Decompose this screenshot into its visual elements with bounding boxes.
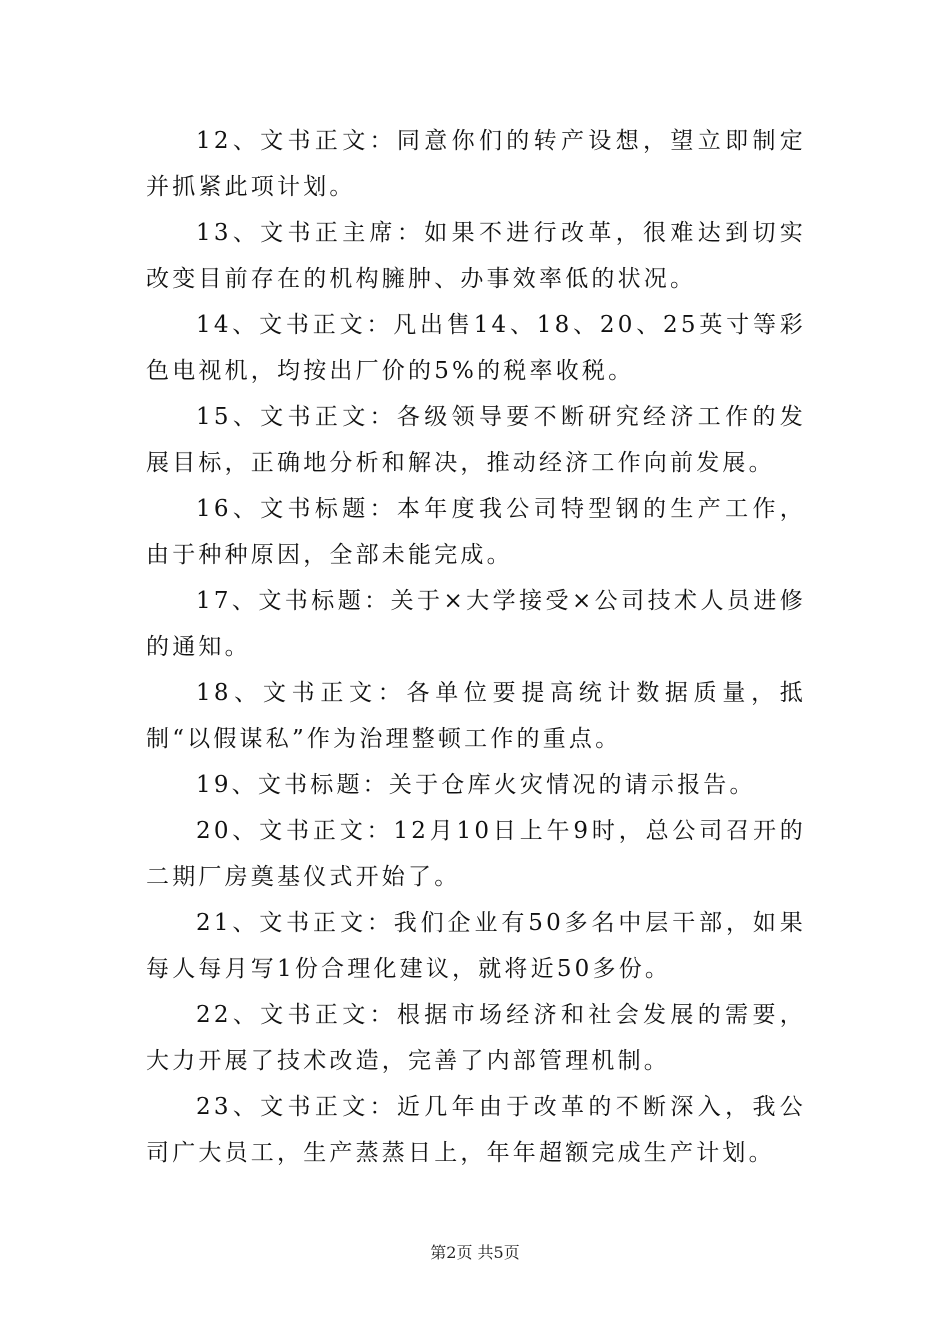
document-body <box>146 118 806 1176</box>
paragraph-23: 23、文书正文：近几年由于改革的不断深入，我公司广大员工，生产蒸蒸日上，年年超额完成生产计划。 <box>146 1094 806 1166</box>
paragraph-17: 17、文书标题：关于×大学接受×公司技术人员进修的通知。 <box>146 588 806 660</box>
paragraph-14: 14、文书正文：凡出售14、18、20、25英寸等彩色电视机，均按出厂价的5%的税率收税。 <box>146 312 806 384</box>
paragraph-15: 15、文书正文：各级领导要不断研究经济工作的发展目标，正确地分析和解决，推动经济工作向前发展。 <box>146 404 806 476</box>
paragraph-22: 22、文书正文：根据市场经济和社会发展的需要，大力开展了技术改造，完善了内部管理机制。 <box>146 1002 806 1074</box>
page-number-footer: 第2页 共5页 <box>430 1243 520 1262</box>
paragraph-19: 19、文书标题：关于仓库火灾情况的请示报告。 <box>196 772 756 798</box>
paragraph-18: 18、文书正文：各单位要提高统计数据质量，抵制“以假谋私”作为治理整顿工作的重点。 <box>146 680 806 752</box>
paragraph-20: 20、文书正文：12月10日上午9时，总公司召开的二期厂房奠基仪式开始了。 <box>146 818 806 890</box>
paragraph-12: 12、文书正文：同意你们的转产设想，望立即制定并抓紧此项计划。 <box>146 128 806 200</box>
paragraph-16: 16、文书标题：本年度我公司特型钢的生产工作，由于种种原因，全部未能完成。 <box>146 496 806 568</box>
paragraph-13: 13、文书正主席：如果不进行改革，很难达到切实改变目前存在的机构臃肿、办事效率低的状况。 <box>146 220 806 292</box>
paragraph-21: 21、文书正文：我们企业有50多名中层干部，如果每人每月写1份合理化建议，就将近50多份。 <box>146 910 806 982</box>
